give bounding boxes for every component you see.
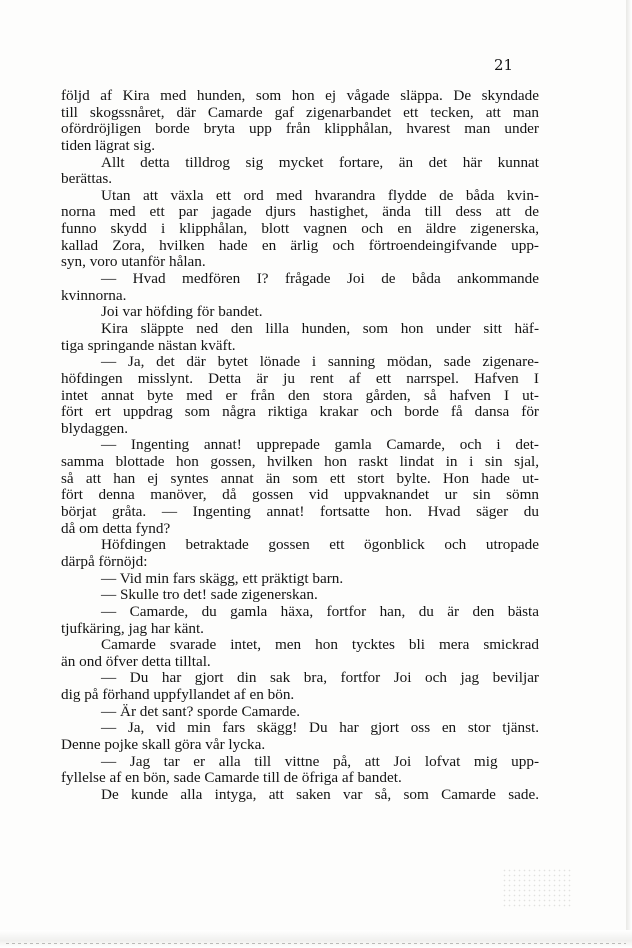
text-line: dig på förhand uppfyllandet af en bön. (61, 686, 295, 704)
text-line: kallad Zora, hvilken hade en ärlig och förtroendeingifvande upp- (61, 236, 539, 254)
text-line: — Vid min fars skägg, ett präktigt barn. (101, 569, 344, 587)
paper-speckle (502, 868, 572, 908)
page-bottom-edge (0, 930, 632, 948)
text-line: norna med ett par jagade djurs hastighet, ända till dess att de (61, 203, 539, 221)
text-line: Joi var höfding för bandet. (101, 303, 263, 321)
text-line: då om detta fynd? (61, 519, 171, 537)
body-text (61, 88, 539, 804)
text-line: — Är det sant? sporde Camarde. (101, 702, 301, 720)
page-number: 21 (494, 56, 514, 74)
text-line: samma blottade hon gossen, hvilken hon raskt lindat in i sin sjal, (61, 453, 539, 471)
text-line: — Hvad medfören I? frågade Joi de båda ankommande (101, 270, 539, 288)
text-line: Höfdingen betraktade gossen ett ögonblick och utropade (101, 536, 539, 554)
text-line: blydaggen. (61, 419, 129, 437)
text-line: — Ja, vid min fars skägg! Du har gjort oss en stor tjänst. (101, 719, 539, 737)
text-line: Utan att växla ett ord med hvarandra flydde de båda kvin- (101, 186, 539, 204)
text-line: — Du har gjort din sak bra, fortfor Joi och jag beviljar (101, 669, 539, 687)
text-line: tiden lägrat sig. (61, 136, 156, 154)
text-line: så att han ej syntes annat än som ett stort bylte. Hon hade ut- (61, 469, 539, 487)
text-line: — Ja, det där bytet lönade i sanning mödan, sade zigenare- (101, 353, 539, 371)
text-line: tjufkäring, jag har känt. (61, 619, 204, 637)
text-line: till skogssnåret, där Camarde gaf zigenarbandet ett tecken, att man (61, 103, 539, 121)
text-line: än ond öfver detta tilltal. (61, 652, 211, 670)
text-line: syn, voro utanför hålan. (61, 253, 206, 271)
text-line: berättas. (61, 170, 113, 188)
text-line: följd af Kira med hunden, som hon ej vågade släppa. De skyndade (61, 87, 539, 104)
text-line: funno skydd i klipphålan, blott vagnen och en äldre zigenerska, (61, 220, 539, 238)
text-line: kvinnorna. (61, 286, 127, 304)
text-line: — Jag tar er alla till vittne på, att Joi lofvat mig upp- (101, 752, 539, 770)
scan-bottom-border (6, 943, 626, 944)
text-line: höfdingen misslynt. Detta är ju rent af ett narrspel. Hafven I (61, 369, 539, 387)
text-line: — Skulle tro det! sade zigenerskan. (101, 586, 318, 604)
text-line: därpå förnöjd: (61, 552, 148, 570)
text-line: Kira släppte ned den lilla hunden, som hon under sitt häf- (101, 319, 539, 337)
text-line: fört ert uppdrag som några riktiga krakar och borde få dansa för (61, 403, 539, 421)
text-line: — Camarde, du gamla häxa, fortfor han, du är den bästa (101, 602, 539, 620)
text-line: Camarde svarade intet, men hon tycktes bli mera smickrad (101, 636, 539, 654)
text-line: fört denna manöver, då gossen vid uppvaknandet ur sin sömn (61, 486, 539, 504)
text-line: — Ingenting annat! upprepade gamla Camarde, och i det- (101, 436, 539, 454)
text-line: fyllelse af en bön, sade Camarde till de öfriga af bandet. (61, 769, 402, 787)
text-line: De kunde alla intyga, att saken var så, som Camarde sade. (101, 785, 539, 803)
text-line: Allt detta tilldrog sig mycket fortare, än det här kunnat (101, 153, 539, 171)
text-line: Denne pojke skall göra vår lycka. (61, 735, 266, 753)
text-line: börjat gråta. — Ingenting annat! fortsatte hon. Hvad säger du (61, 503, 539, 521)
text-line: ofördröjligen borde bryta upp från klipphålan, hvarest man under (61, 120, 539, 138)
text-line: tiga springande nästan kväft. (61, 336, 236, 354)
text-line: intet annat byte med er från den stora gården, så hafven I ut- (61, 386, 539, 404)
page-edge-shadow (626, 0, 632, 948)
